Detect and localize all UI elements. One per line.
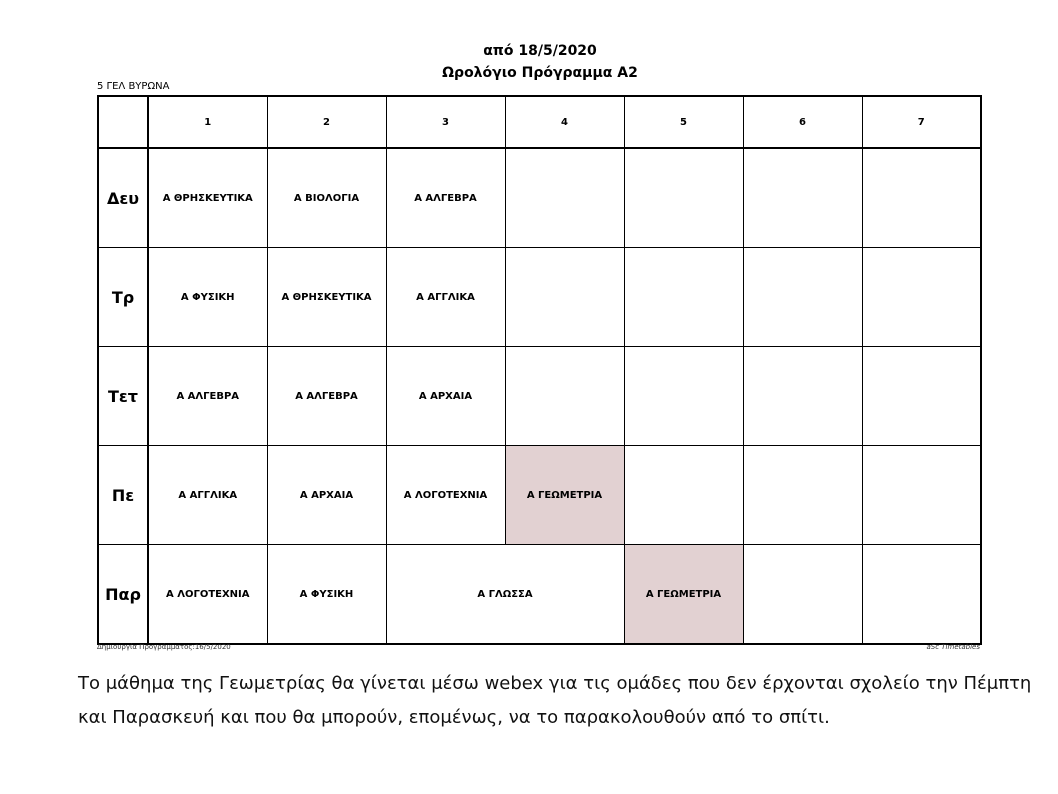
lesson-cell: Α ΒΙΟΛΟΓΙΑ (267, 148, 386, 248)
lesson-cell: Α ΑΛΓΕΒΡΑ (267, 347, 386, 446)
day-name: Πε (98, 446, 148, 545)
period-header: 3 (386, 96, 505, 148)
day-row (98, 446, 981, 545)
empty-cell (862, 446, 981, 545)
lesson-cell: Α ΦΥΣΙΚΗ (267, 545, 386, 645)
day-name: Δευ (98, 148, 148, 248)
lesson-cell: Α ΑΓΓΛΙΚΑ (386, 248, 505, 347)
empty-cell (505, 248, 624, 347)
day-name: Παρ (98, 545, 148, 645)
period-header: 5 (624, 96, 743, 148)
lesson-cell: Α ΑΛΓΕΒΡΑ (386, 148, 505, 248)
lesson-cell: Α ΑΡΧΑΙΑ (386, 347, 505, 446)
period-header-row (98, 96, 981, 148)
empty-cell (624, 446, 743, 545)
empty-cell (862, 347, 981, 446)
created-date: Δημιουργία Προγράμματος:16/5/2020 (97, 643, 231, 651)
geometry-note: Το μάθημα της Γεωμετρίας θα γίνεται μέσω webex για τις ομάδες που δεν έρχονται σχολείο την Πέμπτη και Παρασκευή και που θα μπορούν, επομένως, να το παρακολουθούν από το σπίτι. (78, 673, 1032, 728)
period-header: 6 (743, 96, 862, 148)
empty-cell (743, 446, 862, 545)
empty-cell (743, 545, 862, 645)
day-name: Τρ (98, 248, 148, 347)
lesson-cell: Α ΘΡΗΣΚΕΥΤΙΚΑ (267, 248, 386, 347)
empty-cell (743, 347, 862, 446)
schedule-date: από 18/5/2020 (483, 43, 597, 59)
school-name: 5 ΓΕΛ ΒΥΡΩΝΑ (97, 81, 170, 92)
lesson-cell: Α ΛΟΓΟΤΕΧΝΙΑ (148, 545, 267, 645)
corner-cell (98, 96, 148, 148)
lesson-cell: Α ΘΡΗΣΚΕΥΤΙΚΑ (148, 148, 267, 248)
period-header: 2 (267, 96, 386, 148)
empty-cell (624, 248, 743, 347)
period-header: 7 (862, 96, 981, 148)
empty-cell (505, 148, 624, 248)
empty-cell (624, 148, 743, 248)
software-brand: aSc Timetables (926, 643, 980, 651)
lesson-cell: Α ΓΕΩΜΕΤΡΙΑ (505, 446, 624, 545)
lesson-cell: Α ΓΕΩΜΕΤΡΙΑ (624, 545, 743, 645)
lesson-cell: Α ΓΛΩΣΣΑ (386, 545, 624, 645)
lesson-cell: Α ΑΓΓΛΙΚΑ (148, 446, 267, 545)
timetable (97, 95, 982, 645)
lesson-cell: Α ΑΡΧΑΙΑ (267, 446, 386, 545)
empty-cell (862, 248, 981, 347)
lesson-cell: Α ΑΛΓΕΒΡΑ (148, 347, 267, 446)
empty-cell (624, 347, 743, 446)
lesson-cell: Α ΛΟΓΟΤΕΧΝΙΑ (386, 446, 505, 545)
day-row (98, 545, 981, 645)
empty-cell (862, 148, 981, 248)
empty-cell (743, 248, 862, 347)
period-header: 4 (505, 96, 624, 148)
empty-cell (505, 347, 624, 446)
lesson-cell: Α ΦΥΣΙΚΗ (148, 248, 267, 347)
schedule-title: Ωρολόγιο Πρόγραμμα Α2 (442, 65, 638, 81)
period-header: 1 (148, 96, 267, 148)
day-name: Τετ (98, 347, 148, 446)
day-row (98, 148, 981, 248)
empty-cell (743, 148, 862, 248)
day-row (98, 248, 981, 347)
day-row (98, 347, 981, 446)
empty-cell (862, 545, 981, 645)
